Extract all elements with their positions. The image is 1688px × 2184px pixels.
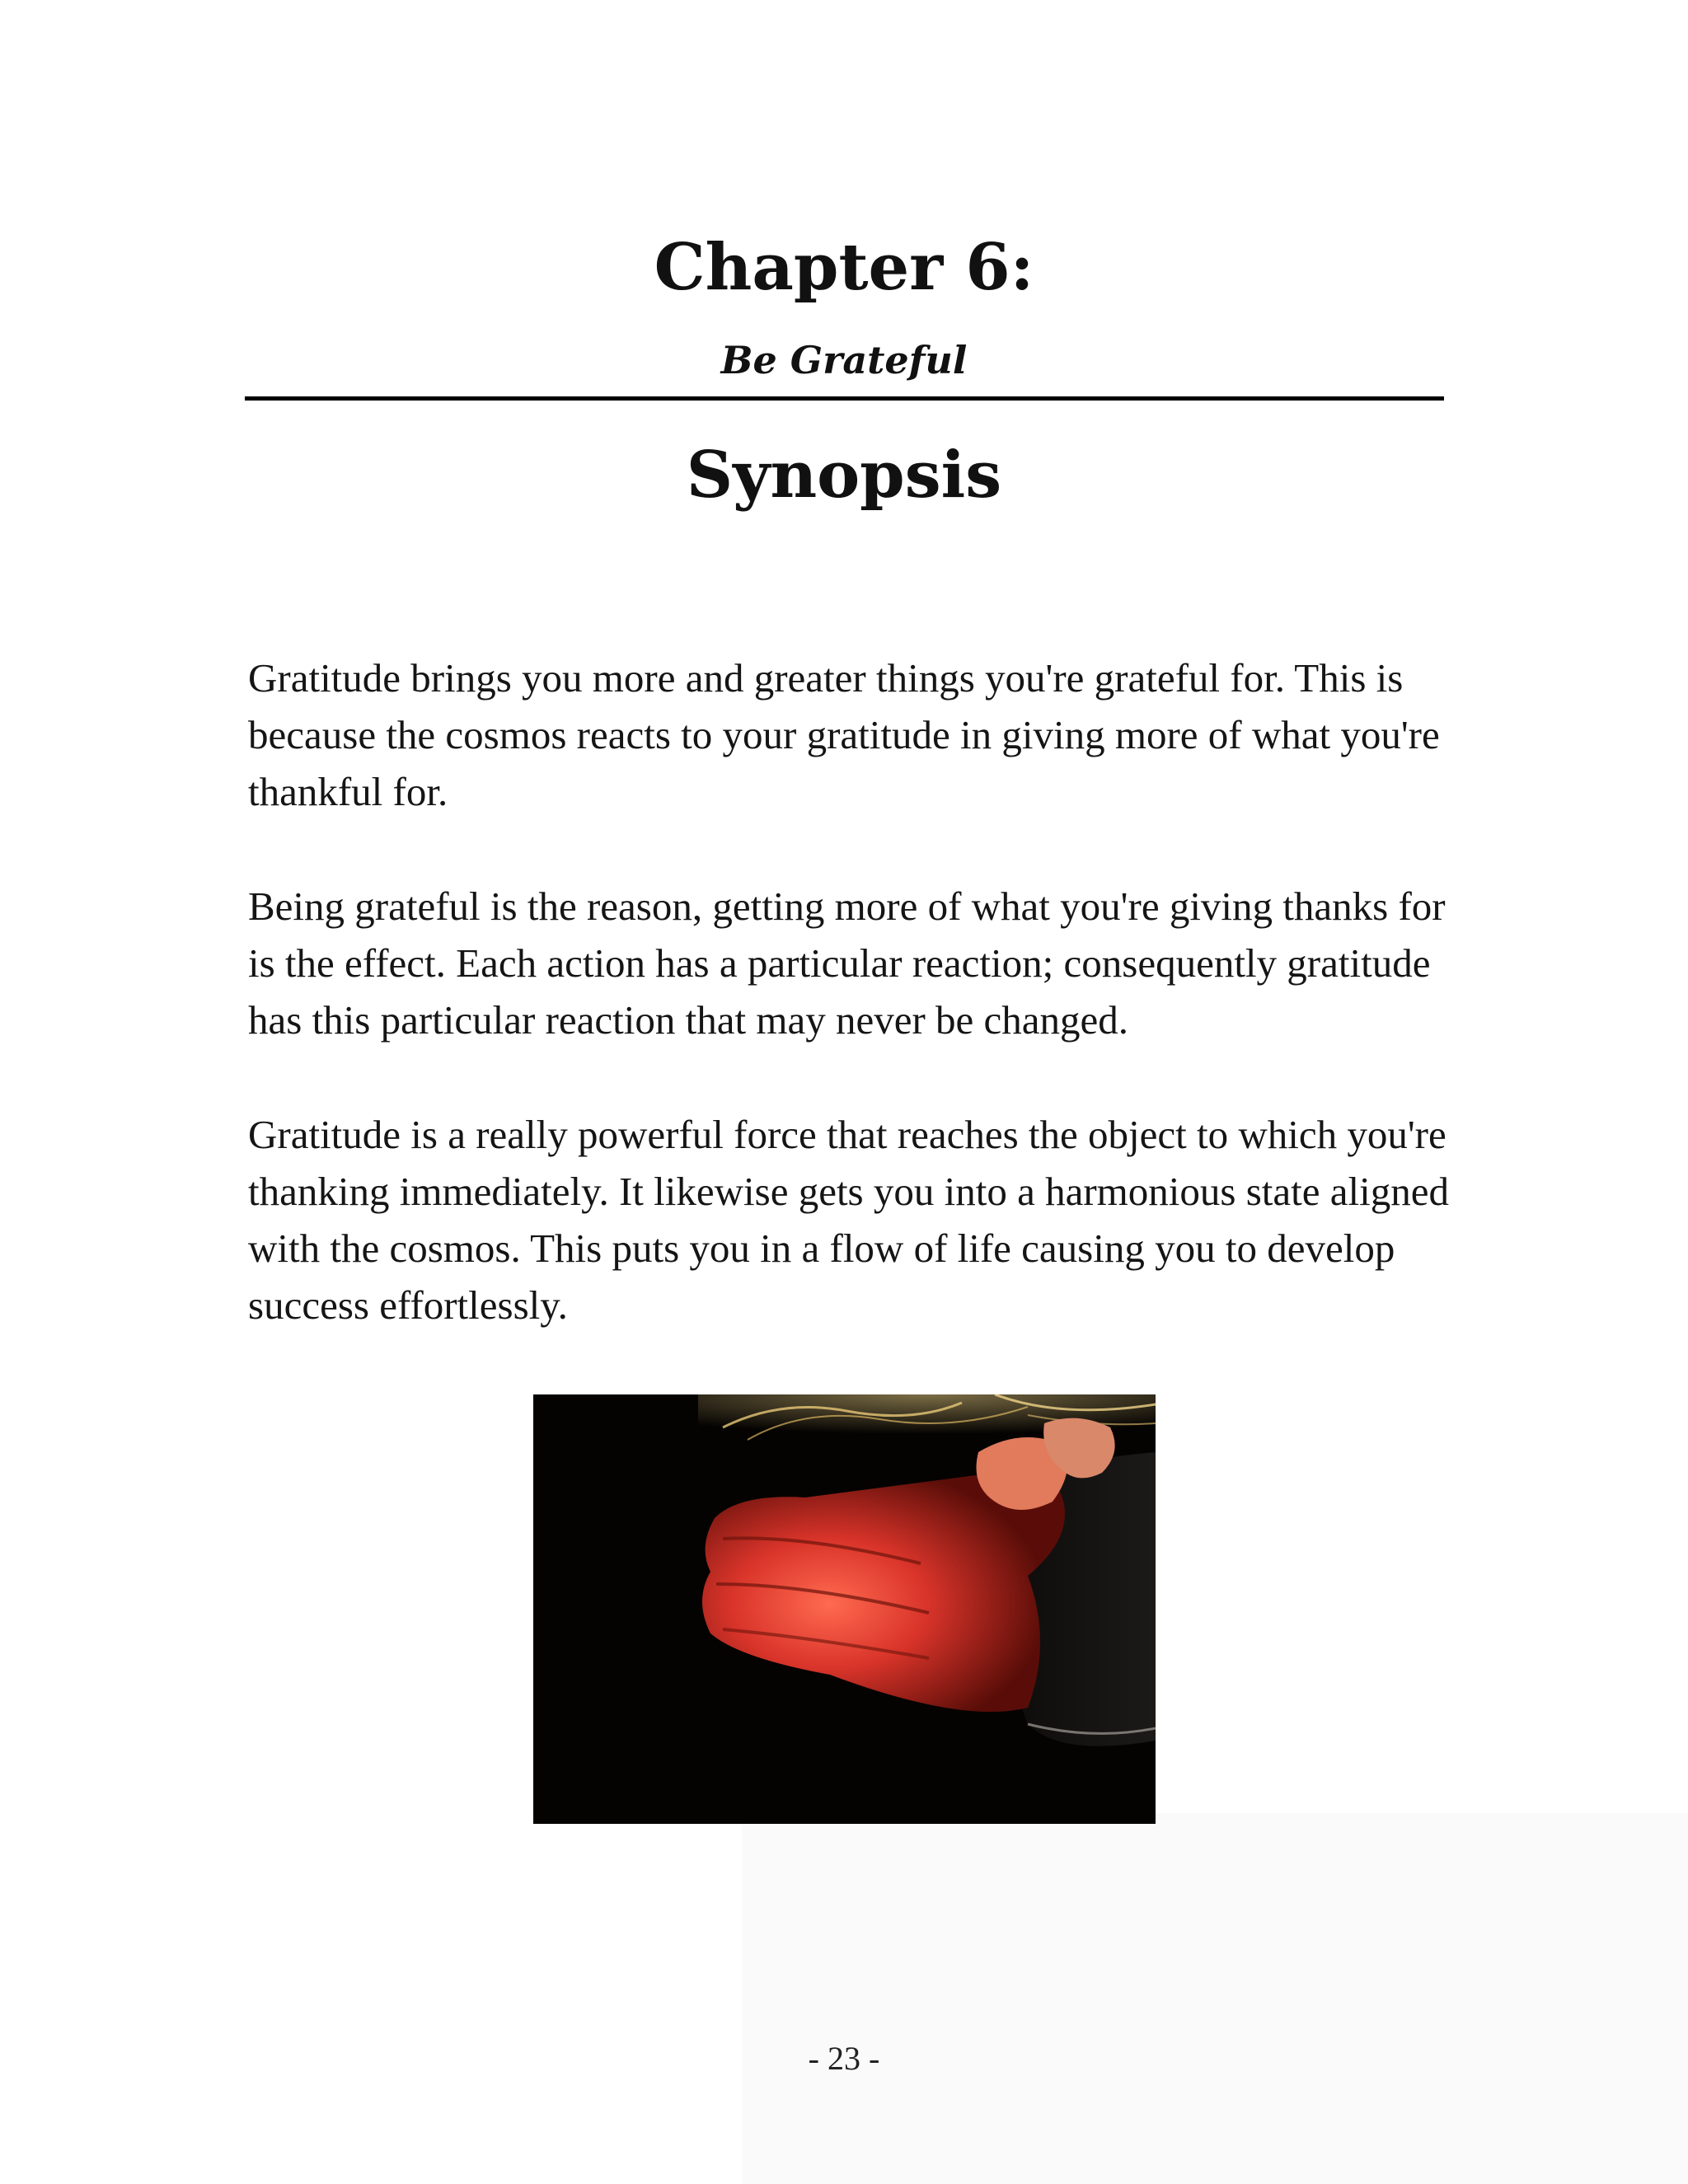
paragraph-2: Being grateful is the reason, getting more of what you're giving thanks for is the effect. Each action has a particular reaction; consequently gratitude has this particular reaction that may never be changed.	[248, 883, 1446, 1043]
paragraph-1: Gratitude brings you more and greater things you're grateful for. This is because the cosmos reacts to your gratitude in giving more of what you're thankful for.	[248, 655, 1440, 814]
page-number: - 23 -	[808, 2040, 880, 2077]
section-title: Synopsis	[686, 438, 1002, 513]
chapter-title: Chapter 6:	[654, 230, 1034, 305]
paragraph-3: Gratitude is a really powerful force that reaches the object to which you're thanking immediately. It likewise gets you into a harmonious state aligned with the cosmos. This puts you in a flow of life causing you to develop success effortlessly.	[248, 1112, 1449, 1328]
title-divider	[245, 396, 1444, 401]
page-shade	[742, 1813, 1688, 2184]
chapter-subtitle: Be Grateful	[720, 338, 968, 382]
praying-hands-photo	[533, 1394, 1156, 1824]
